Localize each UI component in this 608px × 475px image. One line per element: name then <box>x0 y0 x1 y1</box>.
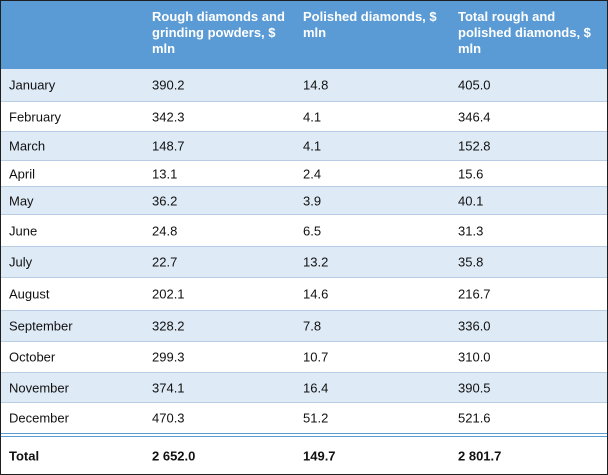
polished-value-cell: 6.5 <box>303 223 322 238</box>
rough-value-cell: 374.1 <box>152 380 185 395</box>
table-row <box>1 215 607 246</box>
month-cell: June <box>9 223 38 238</box>
polished-value-cell: 51.2 <box>303 410 329 426</box>
total-value-cell: 31.3 <box>458 223 484 238</box>
month-cell: April <box>9 166 36 181</box>
month-cell: February <box>9 109 62 124</box>
total-value-cell: 40.1 <box>458 193 484 208</box>
total-label: Total <box>9 448 40 463</box>
total-value-cell: 521.6 <box>458 410 491 426</box>
table-row <box>1 311 607 341</box>
rough-value-cell: 342.3 <box>152 109 185 124</box>
table-row <box>1 187 607 214</box>
table-row <box>1 102 607 131</box>
total-value-cell: 15.6 <box>458 166 484 181</box>
total-value-cell: 310.0 <box>458 349 491 365</box>
header-total-diamonds: Total rough and polished diamonds, $ mln <box>458 9 591 56</box>
total-value-cell: 390.5 <box>458 380 491 395</box>
table-row <box>1 278 607 310</box>
polished-value-cell: 10.7 <box>303 349 329 365</box>
total-polished-value: 149.7 <box>303 448 336 463</box>
rough-value-cell: 390.2 <box>152 77 185 93</box>
month-cell: November <box>9 380 69 395</box>
table-row <box>1 161 607 186</box>
total-value-cell: 216.7 <box>458 286 491 302</box>
month-cell: December <box>9 410 69 426</box>
header-rough-diamonds: Rough diamonds and grinding powders, $ mln <box>152 9 285 56</box>
rough-value-cell: 13.1 <box>152 166 178 181</box>
table-header <box>1 1 607 69</box>
total-value-cell: 35.8 <box>458 254 484 270</box>
polished-value-cell: 14.8 <box>303 77 329 93</box>
month-cell: March <box>9 138 46 154</box>
table-row <box>1 132 607 160</box>
table-row <box>1 403 607 433</box>
table-row <box>1 342 607 372</box>
polished-value-cell: 4.1 <box>303 138 322 154</box>
polished-value-cell: 14.6 <box>303 286 329 302</box>
rough-value-cell: 148.7 <box>152 138 185 154</box>
total-rough-value: 2 652.0 <box>152 448 196 463</box>
rough-value-cell: 24.8 <box>152 223 178 238</box>
total-combined-value: 2 801.7 <box>458 448 502 463</box>
polished-value-cell: 2.4 <box>303 166 322 181</box>
rough-value-cell: 22.7 <box>152 254 178 270</box>
rough-value-cell: 328.2 <box>152 318 185 334</box>
month-cell: August <box>9 286 50 302</box>
month-cell: May <box>9 193 34 208</box>
rough-value-cell: 36.2 <box>152 193 178 208</box>
total-value-cell: 346.4 <box>458 109 491 124</box>
total-value-cell: 336.0 <box>458 318 491 334</box>
polished-value-cell: 16.4 <box>303 380 329 395</box>
total-value-cell: 152.8 <box>458 138 491 154</box>
total-row <box>1 437 607 474</box>
polished-value-cell: 4.1 <box>303 109 322 124</box>
table-row <box>1 373 607 402</box>
month-cell: October <box>9 349 56 365</box>
rough-value-cell: 470.3 <box>152 410 185 426</box>
month-cell: January <box>9 77 56 93</box>
polished-value-cell: 7.8 <box>303 318 322 334</box>
month-cell: July <box>9 254 33 270</box>
rough-value-cell: 202.1 <box>152 286 185 302</box>
total-value-cell: 405.0 <box>458 77 491 93</box>
header-polished-diamonds: Polished diamonds, $ mln <box>303 9 437 40</box>
month-cell: September <box>9 318 73 334</box>
table-row <box>1 69 607 101</box>
rough-value-cell: 299.3 <box>152 349 185 365</box>
polished-value-cell: 13.2 <box>303 254 329 270</box>
polished-value-cell: 3.9 <box>303 193 322 208</box>
table-row <box>1 247 607 277</box>
